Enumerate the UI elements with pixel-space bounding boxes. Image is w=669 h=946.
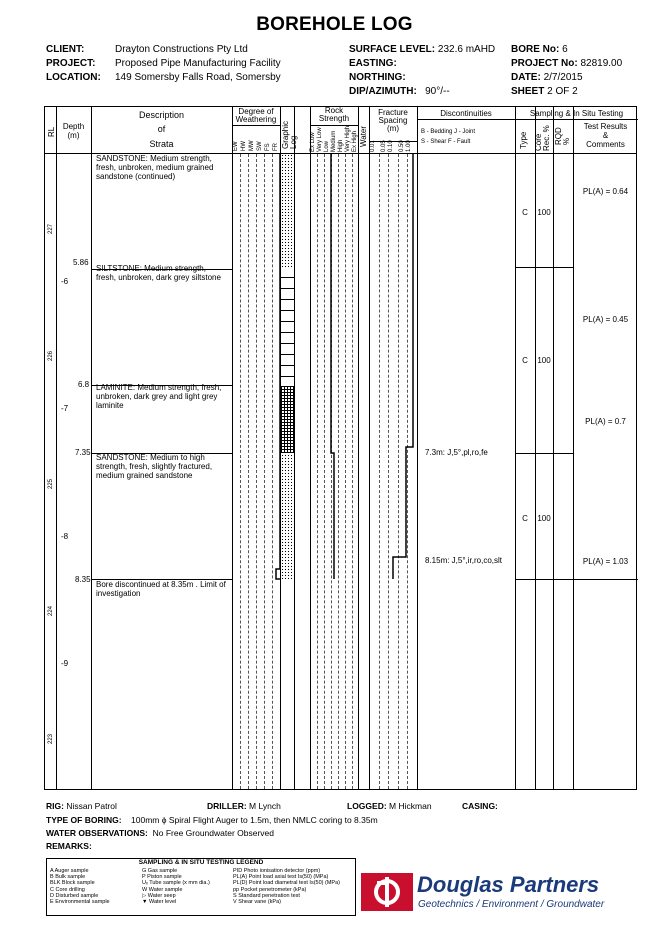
weathering-header: Degree of Weathering: [235, 107, 277, 124]
strength-code: Medium: [331, 130, 337, 152]
core-recovery: 100: [537, 208, 551, 217]
disc-key-2: S - Shear F - Fault: [421, 139, 471, 145]
driller: DRILLER: M Lynch: [207, 801, 281, 811]
fracture-code: 0.05: [381, 140, 387, 152]
rqd-header: RQD %: [554, 127, 571, 145]
sampling-legend: [46, 858, 356, 916]
depth-tick: -8: [61, 532, 69, 541]
surface-level: SURFACE LEVEL: 232.6 mAHD: [349, 44, 496, 55]
strata-depth: 8.35: [75, 575, 91, 584]
test-result: PL(A) = 1.03: [582, 557, 629, 566]
sample-type: C: [522, 514, 528, 523]
legend-item: pp Pocket penetrometer (kPa): [233, 886, 307, 893]
strata-depth: 7.35: [75, 448, 91, 457]
casing: CASING:: [462, 801, 498, 811]
fracture-code: 1.00: [406, 140, 412, 152]
legend-item: BLK Block sample: [50, 880, 95, 887]
fracture-code: 0.50: [399, 140, 405, 152]
rl-tick: 227: [48, 223, 54, 234]
legend-item: G Gas sample: [142, 868, 178, 874]
legend-item: PL(D) Point load diametral test Is(50) (MPa): [233, 880, 340, 887]
remarks: REMARKS:: [46, 841, 92, 851]
logged-by: LOGGED: M Hickman: [347, 801, 432, 811]
strength-code: Very Low: [317, 127, 323, 152]
legend-col-3: [233, 868, 353, 905]
page-title: BOREHOLE LOG: [256, 14, 413, 35]
legend-item: C Core drilling: [50, 886, 85, 893]
strength-code: Very High: [345, 125, 351, 152]
core-recovery: 100: [537, 356, 551, 365]
legend-item: B Bulk sample: [50, 874, 86, 881]
legend-item: PL(A) Point load axial test Is(50) (MPa): [233, 874, 329, 881]
rl-header: RL: [47, 126, 56, 137]
type-header: Type: [519, 131, 528, 149]
rl-tick: 225: [48, 478, 54, 489]
depth-header: Depth (m): [62, 122, 85, 140]
strength-code: Ex High: [352, 130, 358, 152]
depth-tick: -7: [61, 404, 69, 413]
weathering-code: FS: [265, 143, 271, 151]
legend-item: S Standard penetration test: [233, 892, 300, 899]
fracture-code: 0.01: [370, 140, 376, 152]
fracture-code: 0.10: [388, 140, 394, 152]
strata-description: LAMINITE: Medium strength, fresh, unbroken, dark grey and light grey laminite: [96, 383, 222, 410]
dip-azimuth: DIP/AZIMUTH: 90°/--: [349, 86, 450, 97]
description-header: Description: [138, 110, 185, 120]
description-of: of: [157, 124, 166, 134]
fracture-codes: [369, 141, 417, 153]
project-value: Proposed Pipe Manufacturing Facility: [115, 58, 281, 69]
legend-col-1: [50, 868, 140, 905]
test-result: PL(A) = 0.7: [585, 417, 626, 426]
strength-code: High: [338, 139, 344, 152]
discontinuity: 8.15m: J,5°,ir,ro,co,slt: [425, 556, 503, 565]
sampling-header: Sampling & In Situ Testing: [529, 109, 624, 118]
legend-col-2: [142, 868, 237, 905]
core-rec-header: Core Rec. %: [534, 125, 551, 151]
easting-label: EASTING:: [349, 58, 397, 69]
depth-tick: -9: [61, 659, 69, 668]
sample-type: C: [522, 356, 528, 365]
water-observations: WATER OBSERVATIONS: No Free Groundwater Observed: [46, 828, 275, 838]
strata-description: SANDSTONE: Medium to high strength, fresh, slightly fractured, medium grained sandstone: [96, 453, 213, 480]
log-date: DATE: 2/7/2015: [511, 72, 583, 83]
graphic-log-header: Graphic Log: [281, 120, 298, 149]
legend-item: ▷ Water seep: [142, 892, 176, 899]
weathering-code: FR: [273, 143, 279, 151]
legend-item: PID Photo ionisation detector (ppm): [233, 868, 321, 874]
legend-item: V Shear vane (kPa): [233, 899, 281, 906]
legend-item: E Environmental sample: [50, 899, 110, 906]
water-header: Water: [359, 125, 368, 147]
logo-mark-icon: [361, 873, 413, 911]
legend-item: P Piston sample: [142, 874, 182, 881]
weathering-profile: [232, 153, 294, 581]
legend-item: ▼ Water level: [142, 899, 177, 906]
weathering-code: EW: [233, 141, 239, 151]
fracture-header: Fracture Spacing (m): [378, 108, 408, 133]
location-label: LOCATION:: [46, 72, 101, 83]
legend-item: A Auger sample: [50, 868, 89, 874]
weathering-code: MW: [249, 140, 255, 151]
weathering-codes: [232, 127, 280, 153]
test-result: PL(A) = 0.64: [582, 187, 629, 196]
legend-item: W Water sample: [142, 886, 183, 893]
strata-description: SILTSTONE: Medium strength, fresh, unbroken, dark grey siltstone: [96, 264, 221, 282]
brand-name: Douglas Partners: [417, 872, 600, 897]
legend-item: D Disturbed sample: [50, 892, 99, 899]
client-value: Drayton Constructions Pty Ltd: [115, 44, 248, 55]
legend-item: Uₓ Tube sample (x mm dia.): [142, 880, 210, 887]
location-value: 149 Somersby Falls Road, Somersby: [115, 72, 281, 83]
strength-code: Ex Low: [310, 132, 316, 152]
weathering-code: SW: [257, 141, 263, 151]
disc-key-1: B - Bedding J - Joint: [421, 129, 476, 135]
depth-tick: -6: [61, 277, 69, 286]
rl-tick: 226: [48, 350, 54, 361]
weathering-code: HW: [241, 141, 247, 151]
project-label: PROJECT:: [46, 58, 96, 69]
rl-tick: 224: [48, 605, 54, 616]
project-number: PROJECT No: 82819.00: [511, 58, 623, 69]
strata-depth: 5.86: [73, 258, 89, 267]
rl-tick: 223: [48, 733, 54, 744]
strata-description: SANDSTONE: Medium strength, fresh, unbroken, medium grained sandstone (continued): [96, 154, 214, 181]
test-result: PL(A) = 0.45: [582, 315, 629, 324]
fracture-profile: [369, 153, 417, 581]
sheet-number: SHEET 2 OF 2: [511, 86, 578, 97]
rig: RIG: Nissan Patrol: [46, 801, 117, 811]
brand-tagline: Geotechnics / Environment / Groundwater: [418, 899, 605, 910]
rock-strength-header: Rock Strength: [318, 106, 350, 123]
strength-code: Low: [324, 140, 330, 152]
bore-number: BORE No: 6: [511, 44, 568, 55]
strata-description: Bore discontinued at 8.35m . Limit of investigation: [96, 580, 226, 598]
sample-type: C: [522, 208, 528, 217]
discontinuity: 7.3m: J,5°,pl,ro,fe: [425, 448, 488, 457]
description-strata: Strata: [149, 139, 174, 149]
test-results-header: Test Results & Comments: [583, 122, 628, 149]
strength-profile: [310, 153, 358, 581]
strata-depth: 6.8: [78, 380, 90, 389]
discontinuities-header: Discontinuities: [440, 109, 492, 118]
boring-type: TYPE OF BORING: 100mm ϕ Spiral Flight Auger to 1.5m, then NMLC coring to 8.35m: [46, 815, 378, 825]
log-table: [44, 106, 637, 790]
client-label: CLIENT:: [46, 44, 85, 55]
core-recovery: 100: [537, 514, 551, 523]
northing-label: NORTHING:: [349, 72, 406, 83]
strength-codes: [310, 127, 358, 153]
legend-title: SAMPLING & IN SITU TESTING LEGEND: [138, 859, 264, 866]
